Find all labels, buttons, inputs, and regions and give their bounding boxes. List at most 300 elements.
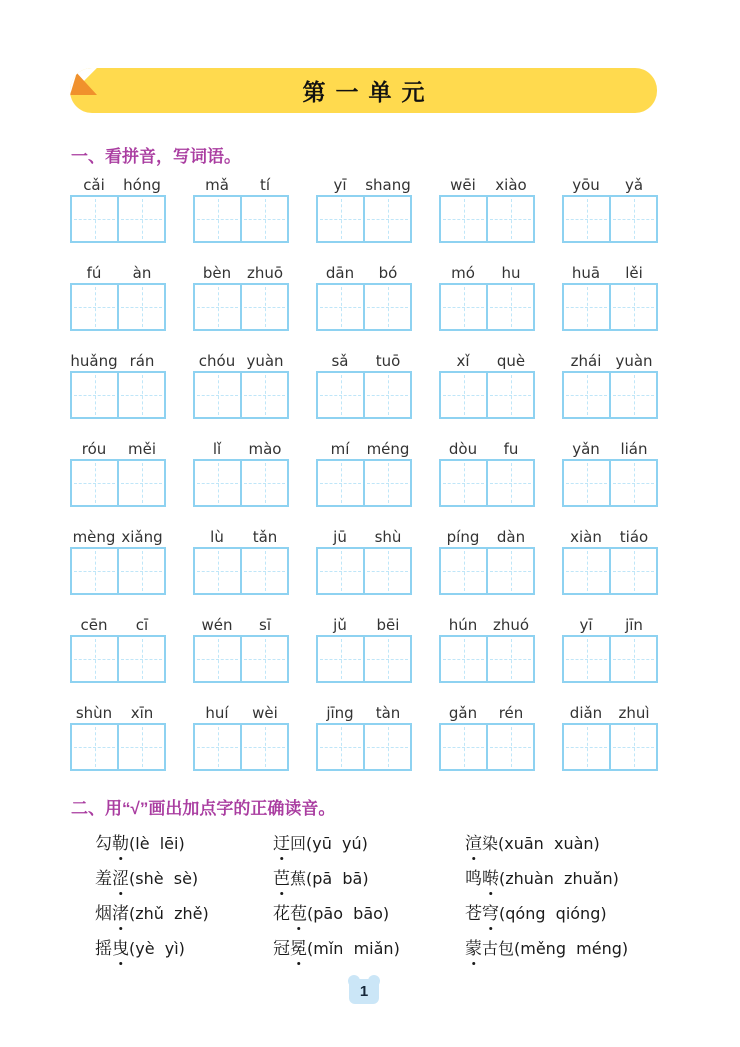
pinyin-word-block (70, 260, 166, 331)
word-prefix: 冠 (273, 939, 290, 958)
writing-grid-pair[interactable] (562, 459, 658, 507)
writing-grid-pair[interactable] (562, 635, 658, 683)
pinyin-syllable: fu (503, 440, 519, 458)
writing-cell[interactable] (318, 461, 365, 505)
pinyin-word-block (439, 700, 535, 771)
section2-title: 二、用“√”画出加点字的正确读音。 (71, 799, 336, 818)
pronunciation-item[interactable] (273, 934, 465, 956)
page-number-badge (349, 979, 379, 1004)
pronunciation-exercise-list (95, 829, 655, 969)
pronunciation-item[interactable] (273, 864, 465, 886)
pinyin-syllable: shùn (75, 704, 113, 722)
pinyin-syllable: tǎn (252, 528, 278, 546)
pinyin-word-block (193, 172, 289, 243)
writing-cell[interactable] (318, 285, 365, 329)
pronunciation-item[interactable] (273, 899, 465, 921)
writing-cell[interactable] (611, 197, 656, 241)
writing-cell[interactable] (441, 461, 488, 505)
pinyin-syllable: shù (374, 528, 402, 546)
pinyin-word-block (316, 348, 412, 419)
pinyin-label (316, 436, 412, 459)
writing-cell[interactable] (488, 549, 533, 593)
pinyin-syllable: bó (378, 264, 398, 282)
pronunciation-item[interactable] (465, 864, 655, 886)
writing-cell[interactable] (242, 725, 287, 769)
writing-grid-pair[interactable] (562, 723, 658, 771)
pinyin-word-block (193, 436, 289, 507)
writing-grid-pair[interactable] (70, 371, 166, 419)
pinyin-word-block (562, 172, 658, 243)
writing-grid-pair[interactable] (70, 195, 166, 243)
writing-cell[interactable] (488, 285, 533, 329)
dotted-character: 曳 (112, 934, 129, 959)
pronunciation-item[interactable] (95, 899, 273, 921)
pinyin-word-block (70, 524, 166, 595)
writing-cell[interactable] (365, 373, 410, 417)
writing-cell[interactable] (441, 285, 488, 329)
pinyin-label (439, 612, 535, 635)
writing-cell[interactable] (195, 373, 242, 417)
pinyin-label (193, 260, 289, 283)
pinyin-syllable: lěi (625, 264, 643, 282)
pinyin-word-block (193, 524, 289, 595)
word-prefix: 烟 (95, 904, 112, 923)
pinyin-syllable: cēn (80, 616, 108, 634)
pronunciation-item[interactable] (465, 934, 655, 956)
writing-cell[interactable] (441, 373, 488, 417)
word-prefix: 摇 (95, 939, 112, 958)
writing-cell[interactable] (564, 373, 611, 417)
pinyin-syllable: xiǎng (121, 528, 163, 546)
pinyin-label (562, 612, 658, 635)
word-suffix-and-options: (pāo bāo) (307, 904, 390, 923)
pinyin-label (193, 348, 289, 371)
pinyin-label (439, 172, 535, 195)
writing-cell[interactable] (611, 725, 656, 769)
writing-cell[interactable] (365, 637, 410, 681)
pinyin-syllable: sǎ (331, 352, 349, 370)
pronunciation-row (95, 864, 655, 886)
writing-grid-pair[interactable] (316, 195, 412, 243)
dotted-character: 苞 (290, 899, 307, 924)
pinyin-syllable: zhuó (492, 616, 530, 634)
pinyin-label (439, 700, 535, 723)
pinyin-syllable: lián (620, 440, 648, 458)
writing-grid-pair[interactable] (193, 283, 289, 331)
pinyin-grid-row (70, 612, 658, 683)
pinyin-label (193, 612, 289, 635)
writing-cell[interactable] (611, 373, 656, 417)
writing-grid-pair[interactable] (316, 371, 412, 419)
pinyin-word-block (562, 612, 658, 683)
writing-cell[interactable] (488, 725, 533, 769)
writing-grid-pair[interactable] (562, 371, 658, 419)
word-suffix-and-options: (zhǔ zhě) (129, 904, 209, 923)
pinyin-label (562, 436, 658, 459)
pinyin-syllable: tiáo (619, 528, 649, 546)
pinyin-word-block (70, 348, 166, 419)
pinyin-syllable: yǎn (572, 440, 600, 458)
word-prefix: 羞 (95, 869, 112, 888)
dotted-character: 蒙 (465, 934, 482, 959)
pinyin-label (562, 260, 658, 283)
pinyin-label (439, 260, 535, 283)
writing-grid-pair[interactable] (562, 547, 658, 595)
pinyin-label (193, 436, 289, 459)
word-prefix: 鸣 (465, 869, 482, 888)
writing-cell[interactable] (119, 549, 164, 593)
pronunciation-item[interactable] (95, 864, 273, 886)
word-suffix-and-options: 古包(měng méng) (482, 939, 629, 958)
pinyin-word-block (316, 172, 412, 243)
pinyin-syllable: tàn (375, 704, 401, 722)
writing-cell[interactable] (242, 373, 287, 417)
pinyin-syllable: píng (446, 528, 480, 546)
word-prefix: 苍 (465, 904, 482, 923)
pinyin-syllable: gǎn (448, 704, 478, 722)
word-prefix: 花 (273, 904, 290, 923)
pinyin-syllable: wēi (450, 176, 476, 194)
pinyin-syllable: bèn (202, 264, 232, 282)
writing-grid-pair[interactable] (70, 283, 166, 331)
pinyin-grid-row (70, 172, 658, 243)
pronunciation-row (95, 899, 655, 921)
pinyin-syllable: cī (135, 616, 149, 634)
pinyin-word-block (70, 700, 166, 771)
pinyin-syllable: mào (248, 440, 282, 458)
writing-cell[interactable] (365, 197, 410, 241)
pinyin-grid-row (70, 524, 658, 595)
writing-cell[interactable] (441, 549, 488, 593)
pinyin-word-block (193, 700, 289, 771)
pinyin-label (193, 700, 289, 723)
writing-grid-pair[interactable] (439, 635, 535, 683)
pinyin-word-block (316, 524, 412, 595)
pinyin-word-block (562, 348, 658, 419)
word-suffix-and-options: 蕉(pā bā) (290, 869, 369, 888)
dotted-character: 冕 (290, 934, 307, 959)
writing-cell[interactable] (611, 461, 656, 505)
writing-grid-pair[interactable] (439, 459, 535, 507)
writing-grid-pair[interactable] (316, 459, 412, 507)
word-suffix-and-options: (zhuàn zhuǎn) (499, 869, 619, 888)
pinyin-label (316, 172, 412, 195)
writing-cell[interactable] (611, 549, 656, 593)
writing-cell[interactable] (242, 637, 287, 681)
writing-cell[interactable] (318, 197, 365, 241)
pinyin-syllable: róu (81, 440, 107, 458)
pinyin-syllable: sī (259, 616, 271, 634)
writing-cell[interactable] (119, 637, 164, 681)
dotted-character: 迂 (273, 829, 290, 854)
writing-cell[interactable] (488, 461, 533, 505)
dotted-character: 勒 (112, 829, 129, 854)
pronunciation-item[interactable] (95, 829, 273, 851)
word-suffix-and-options: (qóng qióng) (499, 904, 607, 923)
writing-cell[interactable] (119, 285, 164, 329)
dotted-character: 穹 (482, 899, 499, 924)
pinyin-word-block (316, 700, 412, 771)
pinyin-word-block (562, 524, 658, 595)
pinyin-grid-row (70, 436, 658, 507)
writing-cell[interactable] (441, 197, 488, 241)
pinyin-syllable: wén (201, 616, 233, 634)
pinyin-syllable: zhuō (246, 264, 284, 282)
pinyin-grid-row (70, 260, 658, 331)
writing-cell[interactable] (488, 197, 533, 241)
pinyin-syllable: jīng (326, 704, 354, 722)
pinyin-grid-row (70, 348, 658, 419)
pinyin-syllable: dàn (496, 528, 526, 546)
writing-grid-pair[interactable] (193, 635, 289, 683)
writing-grid-pair[interactable] (439, 195, 535, 243)
pinyin-label (316, 700, 412, 723)
writing-grid-pair[interactable] (193, 371, 289, 419)
writing-cell[interactable] (564, 285, 611, 329)
pinyin-syllable: hu (501, 264, 521, 282)
writing-cell[interactable] (119, 725, 164, 769)
word-suffix-and-options: 染(xuān xuàn) (482, 834, 600, 853)
pinyin-syllable: lù (210, 528, 224, 546)
pinyin-word-block (193, 348, 289, 419)
pronunciation-item[interactable] (465, 899, 655, 921)
pinyin-syllable: àn (132, 264, 152, 282)
pinyin-syllable: wèi (252, 704, 278, 722)
word-suffix-and-options: (lè lēi) (129, 834, 185, 853)
dotted-character: 啭 (482, 864, 499, 889)
pinyin-syllable: jǔ (333, 616, 347, 634)
pinyin-syllable: hóng (123, 176, 161, 194)
writing-cell[interactable] (564, 461, 611, 505)
writing-cell[interactable] (72, 461, 119, 505)
pinyin-syllable: zhuì (618, 704, 650, 722)
writing-cell[interactable] (72, 373, 119, 417)
pinyin-syllable: rán (129, 352, 155, 370)
writing-cell[interactable] (195, 637, 242, 681)
pinyin-word-block (70, 436, 166, 507)
pinyin-syllable: diǎn (569, 704, 603, 722)
pinyin-label (562, 172, 658, 195)
pinyin-syllable: méng (366, 440, 410, 458)
pinyin-label (562, 700, 658, 723)
writing-cell[interactable] (195, 461, 242, 505)
pinyin-label (316, 348, 412, 371)
pinyin-syllable: dòu (448, 440, 478, 458)
writing-grid-pair[interactable] (193, 459, 289, 507)
writing-cell[interactable] (365, 461, 410, 505)
dotted-character: 芭 (273, 864, 290, 889)
pinyin-syllable: mèng (72, 528, 116, 546)
pinyin-label (70, 172, 166, 195)
pinyin-syllable: jū (333, 528, 347, 546)
pinyin-syllable: huǎng (70, 352, 118, 370)
pinyin-label (562, 348, 658, 371)
writing-grid-pair[interactable] (70, 635, 166, 683)
pinyin-syllable: xiào (495, 176, 527, 194)
writing-cell[interactable] (564, 549, 611, 593)
pronunciation-row (95, 934, 655, 956)
writing-cell[interactable] (242, 549, 287, 593)
pinyin-syllable: xiàn (570, 528, 602, 546)
pronunciation-item[interactable] (273, 829, 465, 851)
writing-cell[interactable] (242, 285, 287, 329)
writing-cell[interactable] (318, 549, 365, 593)
writing-cell[interactable] (441, 637, 488, 681)
pinyin-syllable: yuàn (246, 352, 284, 370)
writing-cell[interactable] (72, 285, 119, 329)
writing-cell[interactable] (611, 285, 656, 329)
pinyin-label (439, 348, 535, 371)
pinyin-label (316, 612, 412, 635)
writing-cell[interactable] (72, 549, 119, 593)
writing-cell[interactable] (242, 197, 287, 241)
pinyin-label (193, 524, 289, 547)
writing-grid-pair[interactable] (193, 723, 289, 771)
pinyin-grid-row (70, 700, 658, 771)
writing-cell[interactable] (441, 725, 488, 769)
pinyin-syllable: mǎ (205, 176, 229, 194)
writing-cell[interactable] (318, 637, 365, 681)
pinyin-word-block (562, 260, 658, 331)
writing-cell[interactable] (195, 285, 242, 329)
writing-grid-pair[interactable] (439, 547, 535, 595)
unit-banner (70, 68, 657, 113)
pinyin-word-block (70, 172, 166, 243)
pinyin-syllable: lǐ (212, 440, 222, 458)
pinyin-syllable: chóu (198, 352, 236, 370)
pinyin-syllable: zhái (570, 352, 602, 370)
pinyin-syllable: huā (571, 264, 601, 282)
pinyin-syllable: mí (330, 440, 350, 458)
writing-cell[interactable] (564, 725, 611, 769)
writing-grid-pair[interactable] (70, 459, 166, 507)
writing-grid-pair[interactable] (316, 723, 412, 771)
writing-grid-pair[interactable] (439, 283, 535, 331)
writing-grid-pair[interactable] (562, 195, 658, 243)
unit-title: 第一单元 (302, 79, 435, 105)
writing-grid-pair[interactable] (70, 547, 166, 595)
writing-cell[interactable] (488, 373, 533, 417)
writing-cell[interactable] (195, 549, 242, 593)
pinyin-label (316, 524, 412, 547)
page-number: 1 (359, 983, 369, 1000)
pinyin-syllable: měi (127, 440, 156, 458)
writing-cell[interactable] (365, 725, 410, 769)
word-suffix-and-options: 回(yū yú) (290, 834, 368, 853)
writing-grid-pair[interactable] (316, 547, 412, 595)
pinyin-syllable: shang (365, 176, 411, 194)
pinyin-syllable: huí (205, 704, 229, 722)
pinyin-word-block (316, 260, 412, 331)
writing-cell[interactable] (365, 285, 410, 329)
word-suffix-and-options: (shè sè) (129, 869, 199, 888)
writing-cell[interactable] (195, 197, 242, 241)
pinyin-word-block (70, 612, 166, 683)
pinyin-syllable: dān (325, 264, 355, 282)
word-suffix-and-options: (mǐn miǎn) (307, 939, 400, 958)
writing-grid-pair[interactable] (316, 635, 412, 683)
pinyin-syllable: yī (333, 176, 347, 194)
writing-cell[interactable] (318, 725, 365, 769)
pinyin-writing-grid (70, 172, 658, 788)
writing-cell[interactable] (611, 637, 656, 681)
pinyin-syllable: què (496, 352, 526, 370)
pinyin-syllable: tuō (375, 352, 401, 370)
writing-cell[interactable] (195, 725, 242, 769)
pinyin-word-block (562, 700, 658, 771)
pinyin-label (70, 524, 166, 547)
pinyin-word-block (193, 260, 289, 331)
pinyin-word-block (193, 612, 289, 683)
dotted-character: 渲 (465, 829, 482, 854)
pinyin-label (70, 436, 166, 459)
pinyin-word-block (316, 436, 412, 507)
writing-grid-pair[interactable] (70, 723, 166, 771)
pinyin-syllable: rén (498, 704, 524, 722)
pinyin-syllable: tí (259, 176, 271, 194)
pinyin-word-block (439, 260, 535, 331)
pinyin-syllable: cǎi (83, 176, 105, 194)
writing-cell[interactable] (488, 637, 533, 681)
pinyin-syllable: xīn (130, 704, 154, 722)
word-suffix-and-options: (yè yì) (129, 939, 185, 958)
writing-grid-pair[interactable] (193, 547, 289, 595)
pinyin-syllable: mó (451, 264, 475, 282)
pinyin-label (70, 700, 166, 723)
pinyin-syllable: yī (579, 616, 593, 634)
pinyin-label (70, 612, 166, 635)
writing-grid-pair[interactable] (439, 723, 535, 771)
word-prefix: 勾 (95, 834, 112, 853)
pinyin-label (439, 436, 535, 459)
pinyin-syllable: yōu (572, 176, 600, 194)
pinyin-label (316, 260, 412, 283)
writing-cell[interactable] (365, 549, 410, 593)
writing-grid-pair[interactable] (562, 283, 658, 331)
pronunciation-item[interactable] (465, 829, 655, 851)
dotted-character: 涩 (112, 864, 129, 889)
pinyin-word-block (439, 348, 535, 419)
writing-cell[interactable] (72, 637, 119, 681)
pinyin-syllable: fú (86, 264, 102, 282)
dotted-character: 渚 (112, 899, 129, 924)
pronunciation-row (95, 829, 655, 851)
pinyin-syllable: hún (448, 616, 478, 634)
pinyin-label (70, 348, 166, 371)
writing-cell[interactable] (119, 373, 164, 417)
writing-cell[interactable] (564, 637, 611, 681)
writing-cell[interactable] (119, 461, 164, 505)
pinyin-word-block (439, 612, 535, 683)
pinyin-word-block (562, 436, 658, 507)
pinyin-syllable: xǐ (456, 352, 470, 370)
writing-grid-pair[interactable] (439, 371, 535, 419)
writing-cell[interactable] (119, 197, 164, 241)
pinyin-word-block (439, 524, 535, 595)
pinyin-label (562, 524, 658, 547)
writing-cell[interactable] (564, 197, 611, 241)
section1-title: 一、看拼音，写词语。 (71, 147, 241, 166)
writing-cell[interactable] (242, 461, 287, 505)
writing-grid-pair[interactable] (193, 195, 289, 243)
writing-cell[interactable] (72, 725, 119, 769)
writing-grid-pair[interactable] (316, 283, 412, 331)
pinyin-label (439, 524, 535, 547)
pinyin-syllable: jīn (625, 616, 643, 634)
writing-cell[interactable] (318, 373, 365, 417)
pronunciation-item[interactable] (95, 934, 273, 956)
writing-cell[interactable] (72, 197, 119, 241)
